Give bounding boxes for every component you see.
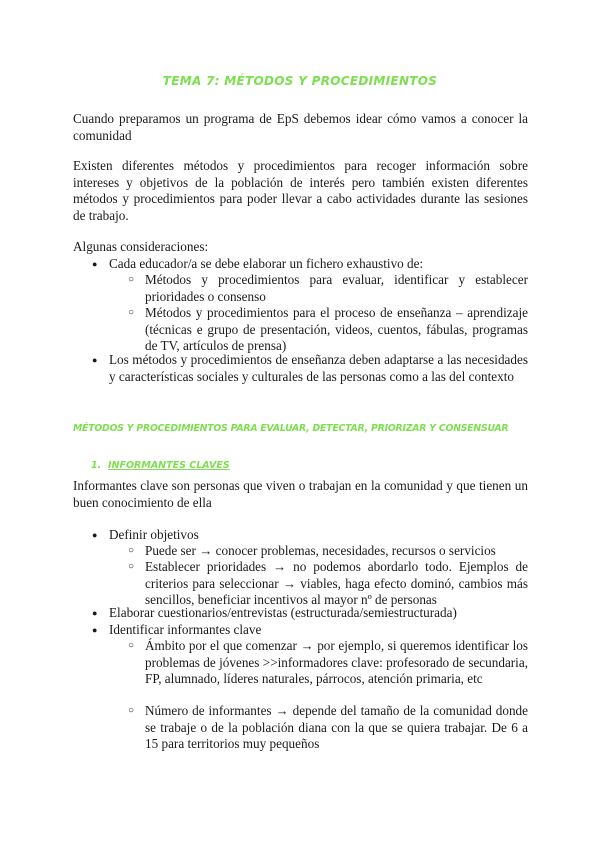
heading-text: INFORMANTES CLAVES [108,460,230,471]
sub-list-item [128,543,528,560]
considerations-label: Algunas consideraciones: [73,239,209,254]
list-item-text: Elaborar cuestionarios/entrevistas (estructurada/semiestructurada) [109,605,457,620]
sub-list-item-text: Métodos y procedimientos para evaluar, identificar y establecer prioridades o consenso [145,272,528,304]
heading-number: 1. [91,460,102,471]
circle-bullet-icon: ○ [128,545,135,556]
bullet-icon: ● [92,530,98,540]
circle-bullet-icon: ○ [128,640,135,651]
sub-list-item-text: Ámbito por el que comenzar → por ejemplo, si queremos identificar los problemas de jóvenes >>informadores clave: profesorado de secundaria, FP, alumnado, líderes naturales, párrocos, atención primaria, etc [145,638,528,687]
list-item-text: Identificar informantes clave [109,622,262,637]
sub-list-item-text: Puede ser → conocer problemas, necesidades, recursos o servicios [145,543,496,558]
sub-list-item [128,305,528,355]
list-item-text: Cada educador/a se debe elaborar un fichero exhaustivo de: [109,256,424,271]
sub-list-item-text: Métodos y procedimientos para el proceso de enseñanza – aprendizaje (técnicas e grupo de presentación, videos, cuentos, fábulas, programas de TV, artículos de prensa) [145,305,528,354]
circle-bullet-icon: ○ [128,274,135,285]
bullet-icon: ● [92,355,98,365]
page-title: TEMA 7: MÉTODOS Y PROCEDIMIENTOS [162,74,438,88]
sub-list-item [128,703,528,753]
list-item-text: Definir objetivos [109,527,199,542]
circle-bullet-icon: ○ [128,561,135,572]
list-item [92,256,528,273]
numbered-heading [91,460,230,471]
sub-list-item [128,559,528,609]
list-item [92,527,528,544]
sub-list-item [128,638,528,688]
circle-bullet-icon: ○ [128,307,135,318]
bullet-icon: ● [92,259,98,269]
list-item [92,352,528,385]
sub-list-item [128,272,528,305]
section-heading: MÉTODOS Y PROCEDIMIENTOS PARA EVALUAR, DETECTAR, PRIORIZAR Y CONSENSUAR [73,423,509,434]
list-item-text: Los métodos y procedimientos de enseñanza deben adaptarse a las necesidades y características sociales y culturales de las personas como a las del contexto [109,352,528,384]
intro-paragraph-1: Cuando preparamos un programa de EpS debemos idear cómo vamos a conocer la comunidad [73,111,528,143]
bullet-icon: ● [92,625,98,635]
circle-bullet-icon: ○ [128,705,135,716]
list-item [92,622,528,639]
sub-list-item-text: Establecer prioridades → no podemos abordarlo todo. Ejemplos de criterios para seleccionar → viables, haga efecto dominó, cambios más sencillos, beneficiar incentivos al mayor nº de personas [145,559,528,608]
sub-list-item-text: Número de informantes → depende del tamaño de la comunidad donde se trabaje o de la población diana con la que se quiera trabajar. De 6 a 15 para territorios muy pequeños [145,703,528,752]
informantes-paragraph: Informantes clave son personas que viven o trabajan en la comunidad y que tienen un buen conocimiento de ella [73,478,528,510]
list-item [92,605,528,622]
intro-paragraph-2: Existen diferentes métodos y procedimientos para recoger información sobre intereses y objetivos de la población de interés pero también existen diferentes métodos y procedimientos para poder llevar a cabo actividades durante las sesiones de trabajo. [73,158,528,223]
bullet-icon: ● [92,608,98,618]
